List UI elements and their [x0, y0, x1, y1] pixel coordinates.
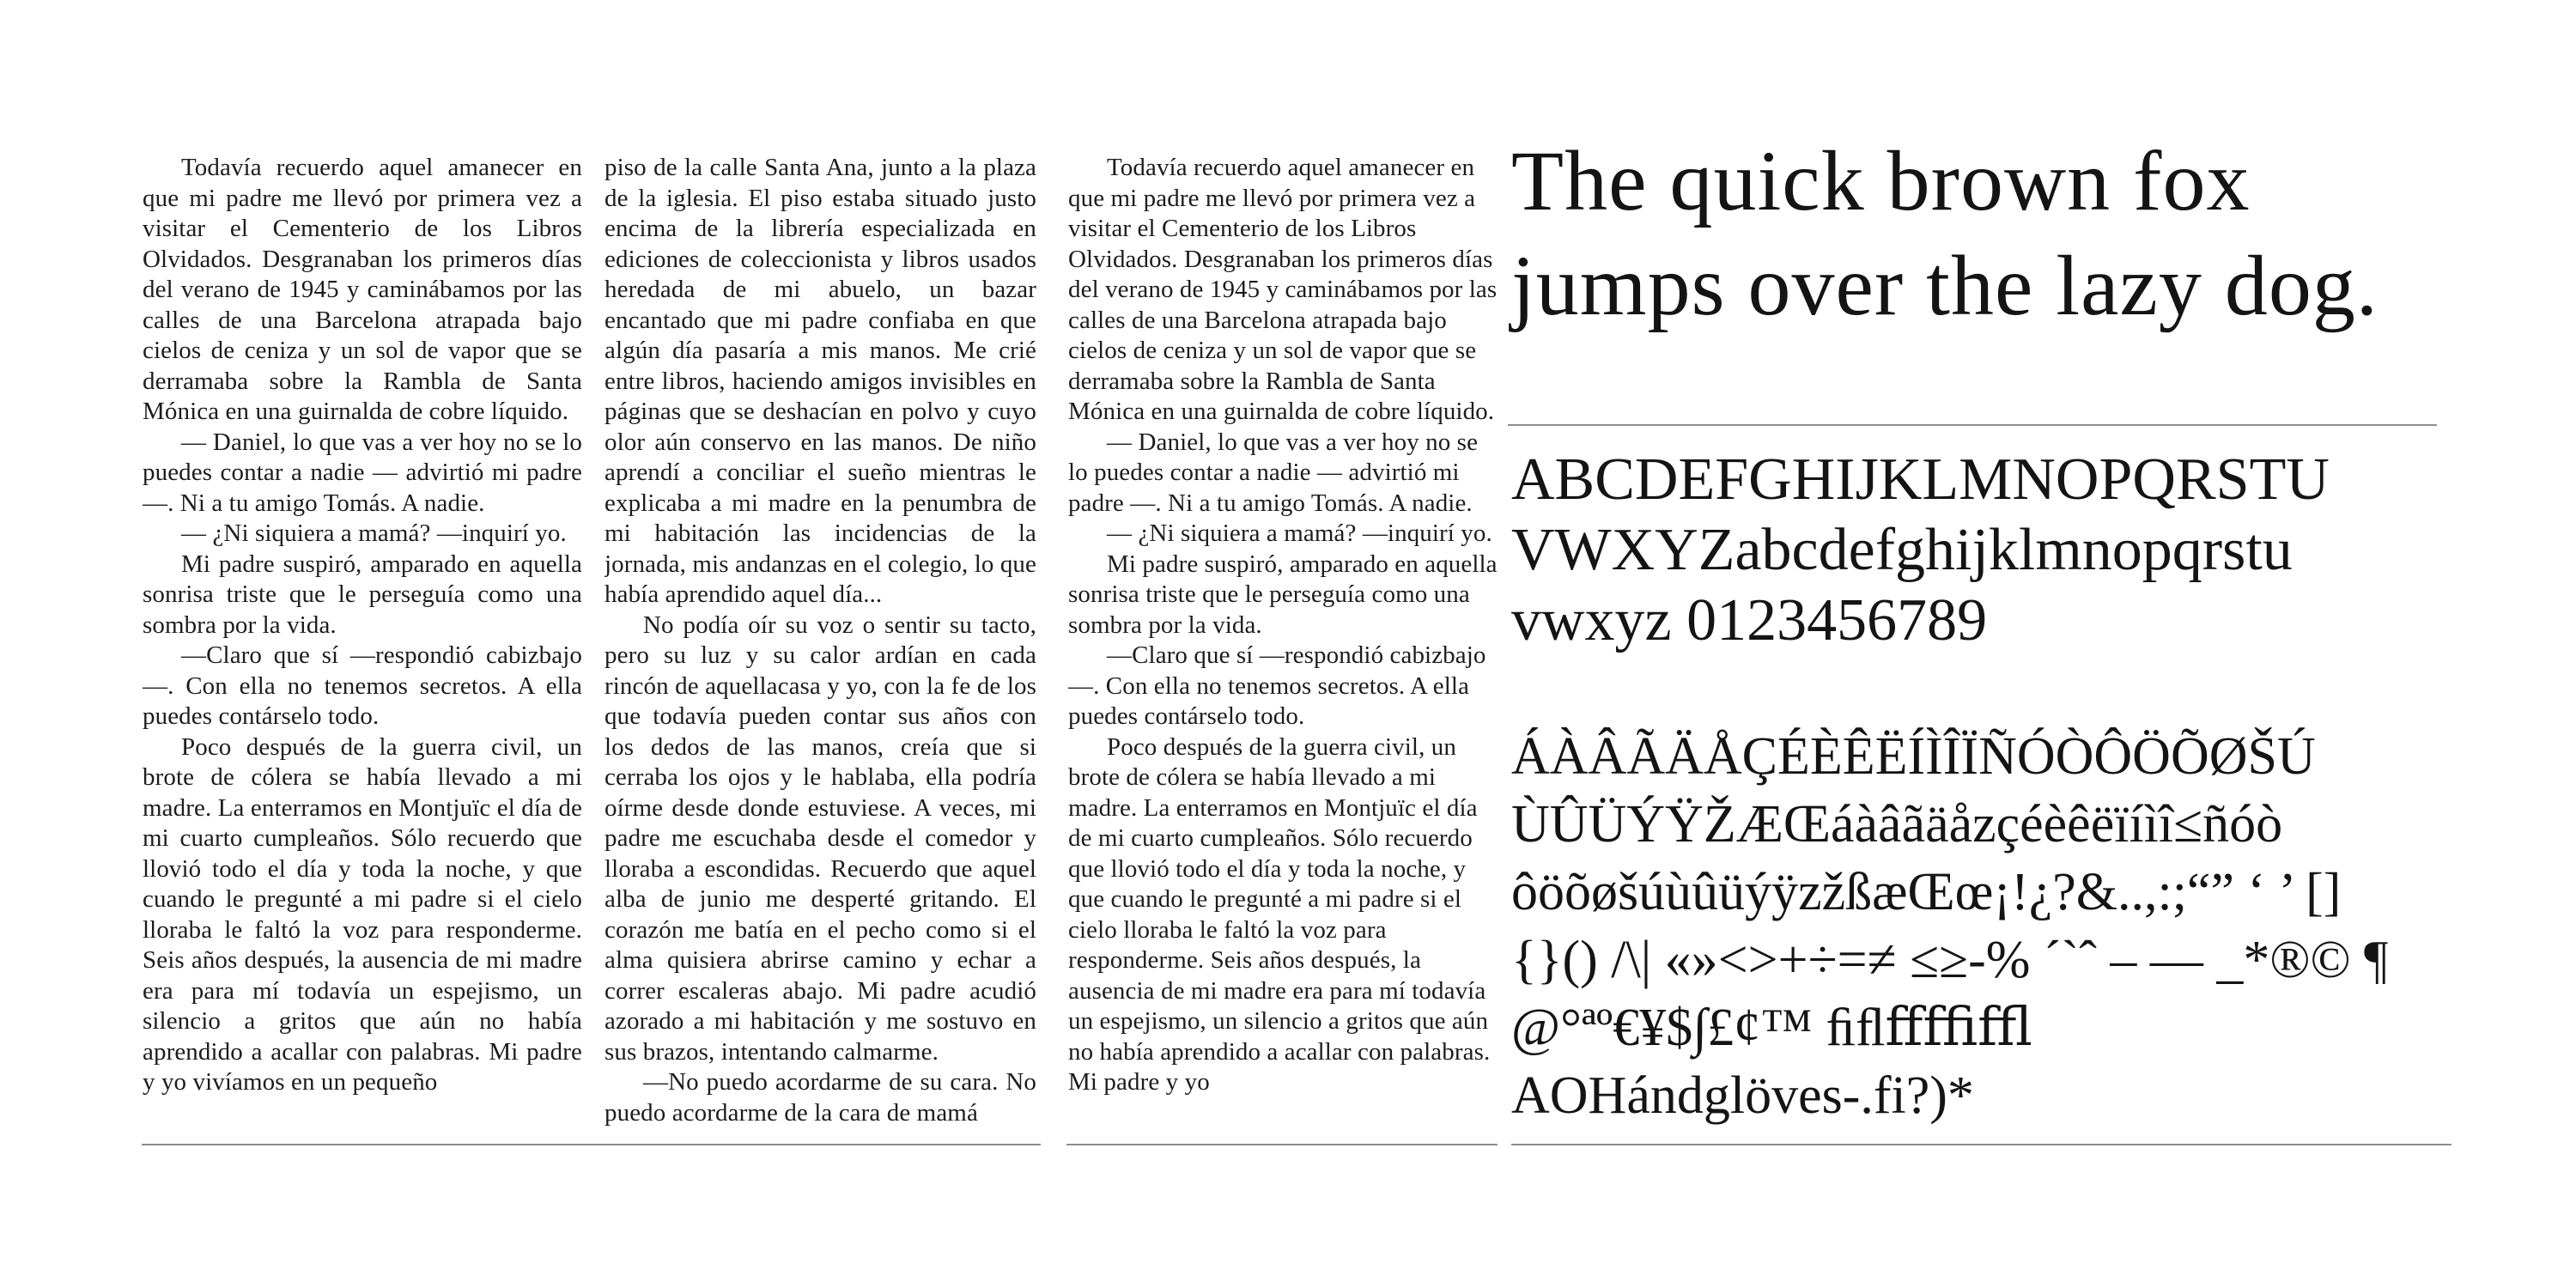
paragraph: Todavía recuerdo aquel amanecer en que mi padre me llevó por primera vez a visitar el Cementerio de los Libros Olvidados. Desgranaban los primeros días del verano de 1945 y caminábamos por las calles de una Barcelona atrapada bajo cielos de ceniza y un sol de vapor que se derramaba sobre la Rambla de Santa Mónica en una guirnalda de cobre líquido.	[143, 154, 582, 425]
paragraph: Todavía recuerdo aquel amanecer en que mi padre me llevó por primera vez a visitar el Cementerio de los Libros Olvidados. Desgranaban los primeros días del verano de 1945 y caminábamos por las calles de una Barcelona atrapada bajo cielos de ceniza y un sol de vapor que se derramaba sobre la Rambla de Santa Mónica en una guirnalda de cobre líquido.	[1068, 154, 1498, 425]
paragraph: —Claro que sí —respondió cabizbajo—. Con ella no tenemos secretos. A ella puedes contárselo todo.	[143, 641, 582, 730]
glyph-set-block	[1511, 723, 2464, 1130]
alphabet-uppercase-line: ABCDEFGHIJKLMNOPQRSTU	[1511, 447, 2330, 513]
text-column-3	[1068, 153, 1498, 1140]
pangram-heading	[1511, 129, 2464, 338]
divider-column-3-bottom	[1066, 1144, 1498, 1145]
paragraph: Poco después de la guerra civil, un brote de cólera se había llevado a mi madre. La enterramos en Montjuïc el día de mi cuarto cumpleaños. Sólo recuerdo que llovió todo el día y toda la noche, y que cuando le pregunté a mi padre si el cielo lloraba le faltó la voz para responderme. Seis años después, la ausencia de mi madre era para mí todavía un espejismo, un silencio a gritos que aún no había aprendido a acallar con palabras. Mi padre y yo vivíamos en un pequeño	[143, 732, 582, 1096]
text-column-2	[605, 153, 1036, 1140]
paragraph: No podía oír su voz o sentir su tacto, pero su luz y su calor ardían en cada rincón de aquellacasa y yo, con la fe de los que todavía pueden contar sus años con los dedos de las manos, creía que si cerraba los ojos y le hablaba, ella podría oírme desde donde estuviese. A veces, mi padre me escuchaba desde el comedor y lloraba a escondidas. Recuerdo que aquel alba de junio me desperté gritando. El corazón me batía en el pecho como si el alma quisiera abrirse camino y echar a correr escaleras abajo. Mi padre acudió azorado a mi habitación y me sostuvo en sus brazos, intentando calmarme.	[605, 611, 1036, 1066]
glyph-line-accented-caps: ÁÀÂÃÄÅÇÉÈÊËÍÌÎÏÑÓÒÔÖÕØŠÚ	[1511, 727, 2316, 786]
paragraph: — ¿Ni siquiera a mamá? —inquirí yo.	[181, 519, 567, 547]
paragraph: — Daniel, lo que vas a ver hoy no se lo puedes contar a nadie — advirtió mi padre —. Ni a tu amigo Tomás. A nadie.	[143, 428, 582, 517]
paragraph: — ¿Ni siquiera a mamá? —inquirí yo.	[1107, 519, 1492, 547]
alphabet-block	[1511, 445, 2464, 656]
pangram-line-1: The quick brown fox	[1511, 133, 2251, 228]
divider-columns-1-2-bottom	[142, 1144, 1041, 1145]
paragraph: Poco después de la guerra civil, un brote de cólera se había llevado a mi madre. La enterramos en Montjuïc el día de mi cuarto cumpleaños. Sólo recuerdo que llovió todo el día y toda la noche, y que cuando le pregunté a mi padre si el cielo lloraba le faltó la voz para responderme. Seis años después, la ausencia de mi madre era para mí todavía un espejismo, un silencio a gritos que aún no había aprendido a acallar con palabras. Mi padre y yo	[1068, 732, 1491, 1096]
glyph-line-symbols-math: {}() /\| «»<>+÷=≠ ≤≥-% ´`ˆ – — _*®© ¶	[1511, 931, 2389, 989]
paragraph: Mi padre suspiró, amparado en aquella sonrisa triste que le perseguía como una sombra por la vida.	[1068, 550, 1498, 639]
paragraph: —No puedo acordarme de su cara. No puedo acordarme de la cara de mamá	[605, 1068, 1036, 1127]
alphabet-digits-line: vwxyz 0123456789	[1511, 587, 1988, 653]
divider-under-pangram	[1508, 424, 2437, 426]
pangram-line-2: jumps over the lazy dog.	[1511, 238, 2379, 333]
divider-specimen-bottom	[1511, 1144, 2451, 1145]
alphabet-mixed-line: VWXYZabcdefghijklmnopqrstu	[1511, 517, 2293, 583]
glyph-line-accented-lowercase-punct: ôöõøšúùûüýÿzžßæŒœ¡!¿?&..,:;“” ‘ ’ []	[1511, 863, 2342, 921]
paragraph: Mi padre suspiró, amparado en aquella sonrisa triste que le perseguía como una sombra por la vida.	[143, 550, 582, 639]
paragraph: — Daniel, lo que vas a ver hoy no se lo puedes contar a nadie — advirtió mi padre —. Ni a tu amigo Tomás. A nadie.	[1068, 428, 1479, 517]
glyph-line-accented-mixed: ÙÛÜÝŸŽÆŒáàâãäåzçéèêëïíìî≤ñóò	[1511, 795, 2283, 854]
glyph-line-handgloves: AOHándglöves-.fi?)*	[1511, 1066, 1974, 1125]
glyph-line-currency-ligatures: @°ªº€¥$∫£¢™ ﬁﬂﬀﬃﬄ	[1511, 999, 2033, 1057]
paragraph: piso de la calle Santa Ana, junto a la plaza de la iglesia. El piso estaba situado justo encima de la librería especializada en ediciones de coleccionista y libros usados heredada de mi abuelo, un bazar encantado que mi padre confiaba en que algún día pasaría a mis manos. Me crié entre libros, haciendo amigos invisibles en páginas que se deshacían en polvo y cuyo olor aún conservo en las manos. De niño aprendí a conciliar el sueño mientras le explicaba a mi madre en la penumbra de mi habitación las incidencias de la jornada, mis andanzas en el colegio, lo que había aprendido aquel día...	[605, 154, 1036, 608]
paragraph: —Claro que sí —respondió cabizbajo—. Con ella no tenemos secretos. A ella puedes contárselo todo.	[1068, 641, 1486, 730]
text-column-1	[143, 153, 582, 1140]
